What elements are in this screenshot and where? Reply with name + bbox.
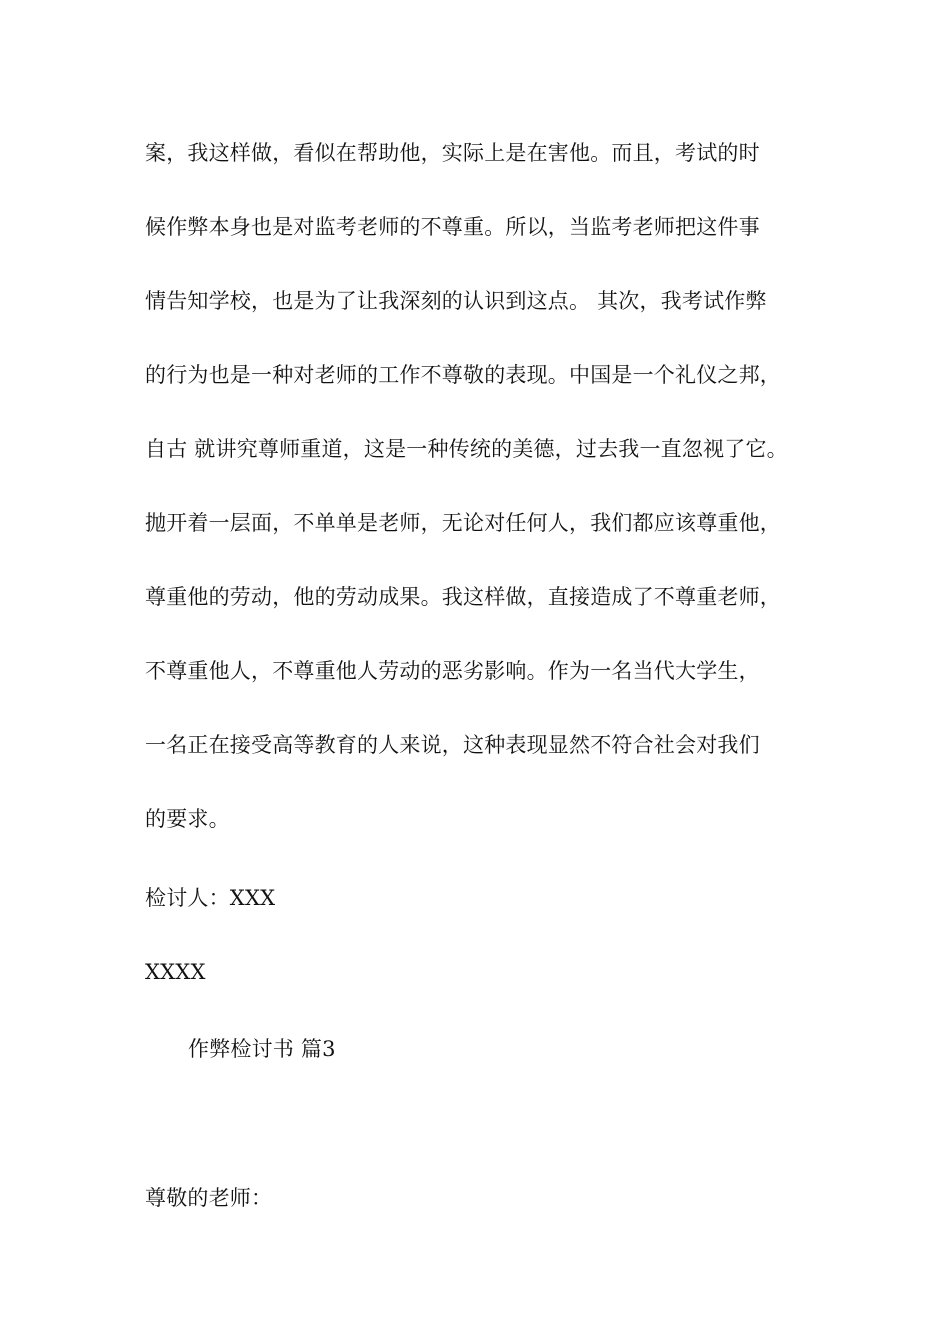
body-line: 候作弊本身也是对监考老师的不尊重。所以，当监考老师把这件事 xyxy=(145,215,760,239)
signature-date: XXXX xyxy=(145,960,206,984)
greeting: 尊敬的老师： xyxy=(145,1186,273,1210)
body-line: 尊重他的劳动，他的劳动成果。我这样做，直接造成了不尊重老师， xyxy=(145,585,781,609)
body-line: 自古 就讲究尊师重道，这是一种传统的美德，过去我一直忽视了它。 xyxy=(145,437,788,461)
body-line: 抛开着一层面，不单单是老师，无论对任何人，我们都应该尊重他， xyxy=(145,511,781,535)
body-line: 的要求。 xyxy=(145,807,230,831)
body-line: 不尊重他人，不尊重他人劳动的恶劣影响。作为一名当代大学生， xyxy=(145,659,760,683)
body-line: 案，我这样做，看似在帮助他，实际上是在害他。而且，考试的时 xyxy=(145,141,760,165)
body-line: 一名正在接受高等教育的人来说，这种表现显然不符合社会对我们 xyxy=(145,733,760,757)
body-line: 的行为也是一种对老师的工作不尊敬的表现。中国是一个礼仪之邦， xyxy=(145,363,781,387)
section-heading: 作弊检讨书 篇3 xyxy=(188,1037,336,1061)
body-line: 情告知学校，也是为了让我深刻的认识到这点。 其次，我考试作弊 xyxy=(145,289,767,313)
signature-label: 检讨人：XXX xyxy=(145,886,276,910)
